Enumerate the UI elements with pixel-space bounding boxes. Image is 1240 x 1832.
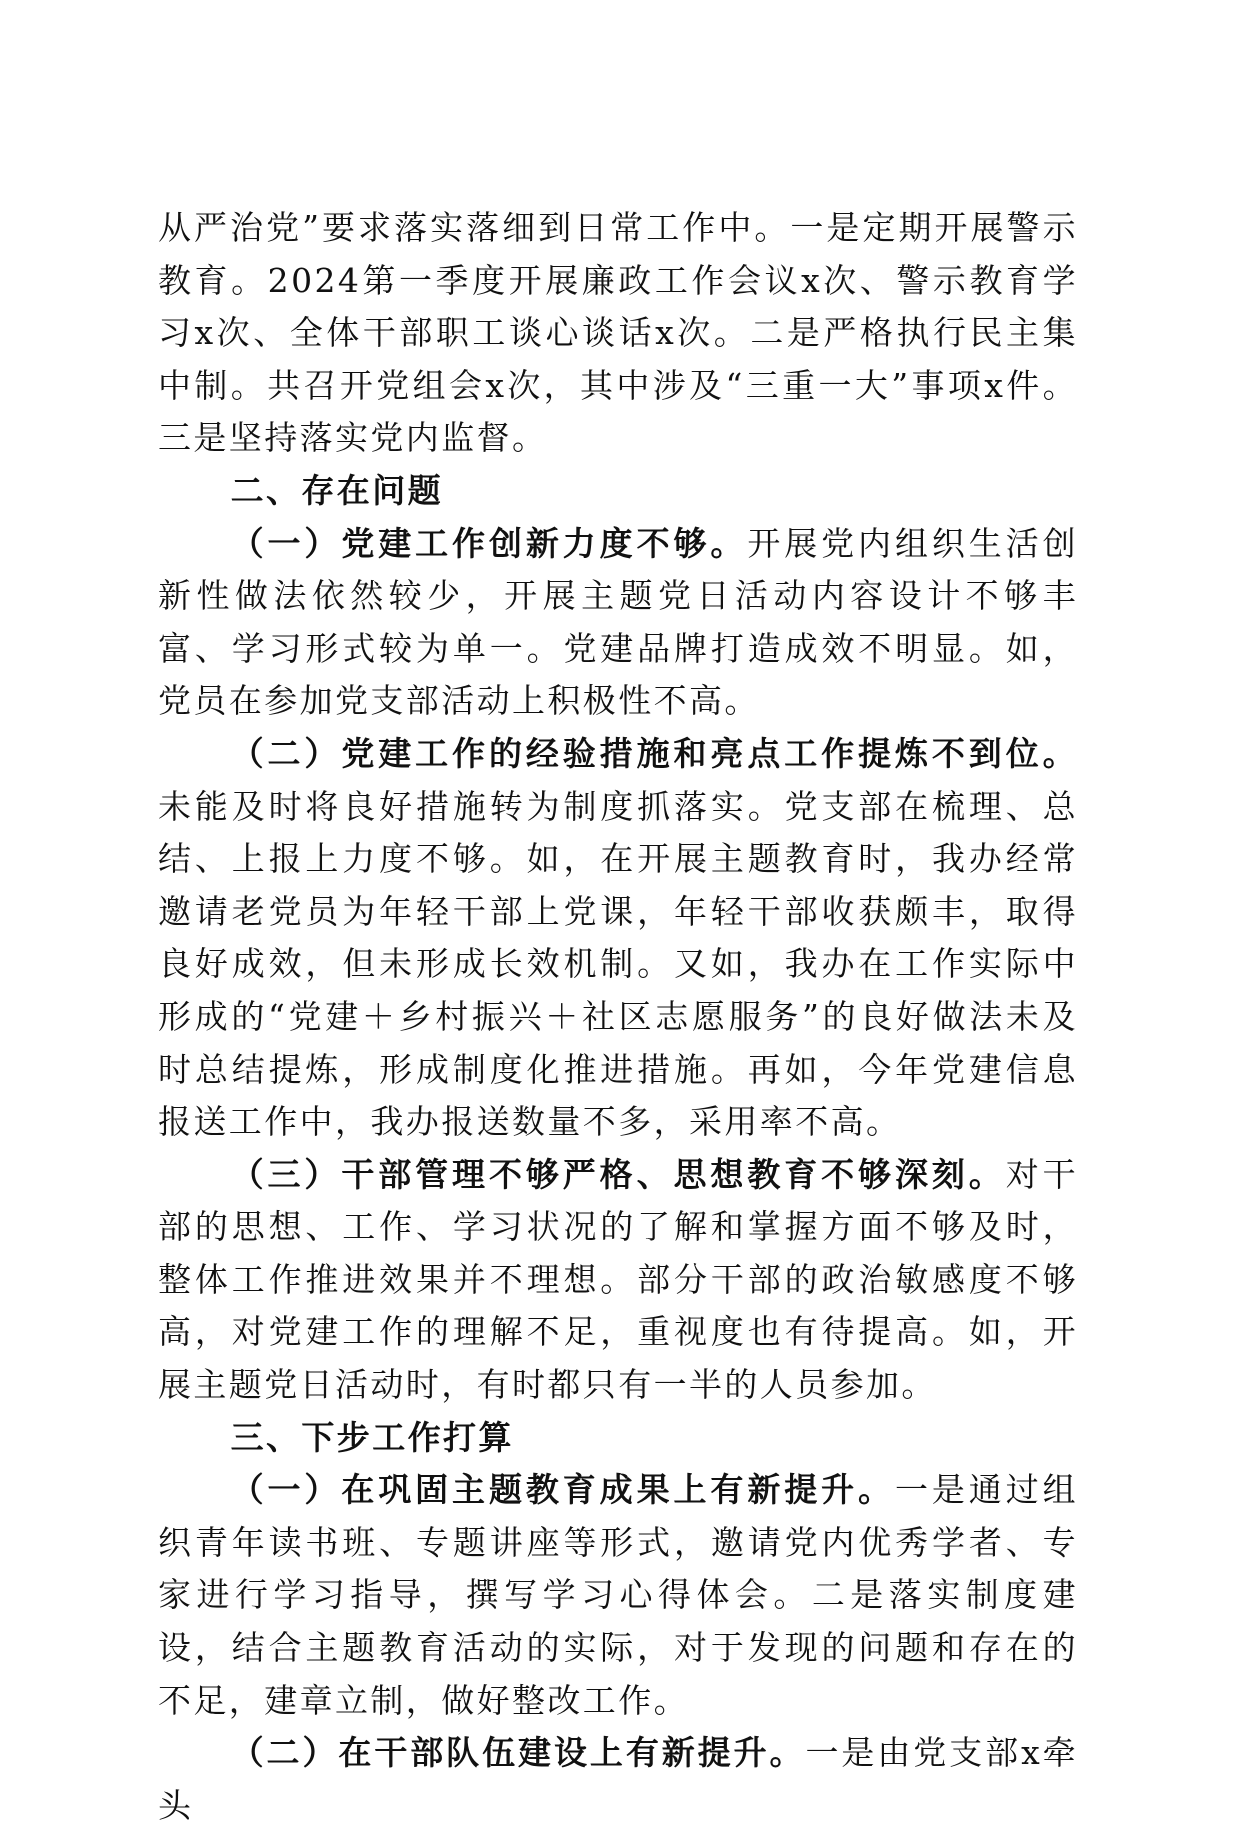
paragraph-problem-3 [158, 1149, 1078, 1412]
section-heading-next-steps: 三、下步工作打算 [230, 1417, 514, 1457]
document-body [158, 202, 1078, 1832]
paragraph-problem-2 [158, 728, 1078, 1149]
paragraph-title: （一）党建工作创新力度不够。 [230, 523, 748, 563]
paragraph-problem-1 [158, 518, 1078, 728]
paragraph-title: （三）干部管理不够严格、思想教育不够深刻。 [230, 1154, 1006, 1194]
section-heading-existing-problems: 二、存在问题 [230, 470, 443, 510]
paragraph-plan-2 [158, 1727, 1078, 1832]
paragraph-plan-1 [158, 1464, 1078, 1727]
paragraph-title: （一）在巩固主题教育成果上有新提升。 [230, 1470, 895, 1510]
paragraph-text: 从严治党”要求落实落细到日常工作中。一是定期开展警示教育。2024第一季度开展廉政工作会议x次、警示教育学习x次、全体干部职工谈心谈话x次。二是严格执行民主集中制。共召开党组会x次，其中涉及“三重一大”事项x件。三是坚持落实党内监督。 [158, 208, 1078, 458]
paragraph-text: 未能及时将良好措施转为制度抓落实。党支部在梳理、总结、上报上力度不够。如，在开展主题教育时，我办经常邀请老党员为年轻干部上党课，年轻干部收获颇丰，取得良好成效，但未形成长效机制。又如，我办在工作实际中形成的“党建＋乡村振兴＋社区志愿服务”的良好做法未及时总结提炼，形成制度化推进措施。再如，今年党建信息报送工作中，我办报送数量不多，采用率不高。 [158, 786, 1078, 1142]
paragraph-text: 开展党内组织生活创新性做法依然较少，开展主题党日活动内容设计不够丰富、学习形式较为单一。党建品牌打造成效不明显。如，党员在参加党支部活动上积极性不高。 [158, 523, 1078, 721]
paragraph-text: 一是由党支部x牵头 [158, 1733, 1079, 1825]
paragraph-title: （二）党建工作的经验措施和亮点工作提炼不到位。 [230, 733, 1078, 773]
paragraph-text: 一是通过组织青年读书班、专题讲座等形式，邀请党内优秀学者、专家进行学习指导，撰写学习心得体会。二是落实制度建设，结合主题教育活动的实际，对于发现的问题和存在的不足，建章立制，做好整改工作。 [158, 1470, 1079, 1720]
paragraph-text: 对干部的思想、工作、学习状况的了解和掌握方面不够及时，整体工作推进效果并不理想。部分干部的政治敏感度不够高，对党建工作的理解不足，重视度也有待提高。如，开展主题党日活动时，有时都只有一半的人员参加。 [158, 1154, 1078, 1405]
paragraph-title: （二）在干部队伍建设上有新提升。 [230, 1733, 806, 1773]
paragraph-discipline-summary [158, 202, 1078, 465]
